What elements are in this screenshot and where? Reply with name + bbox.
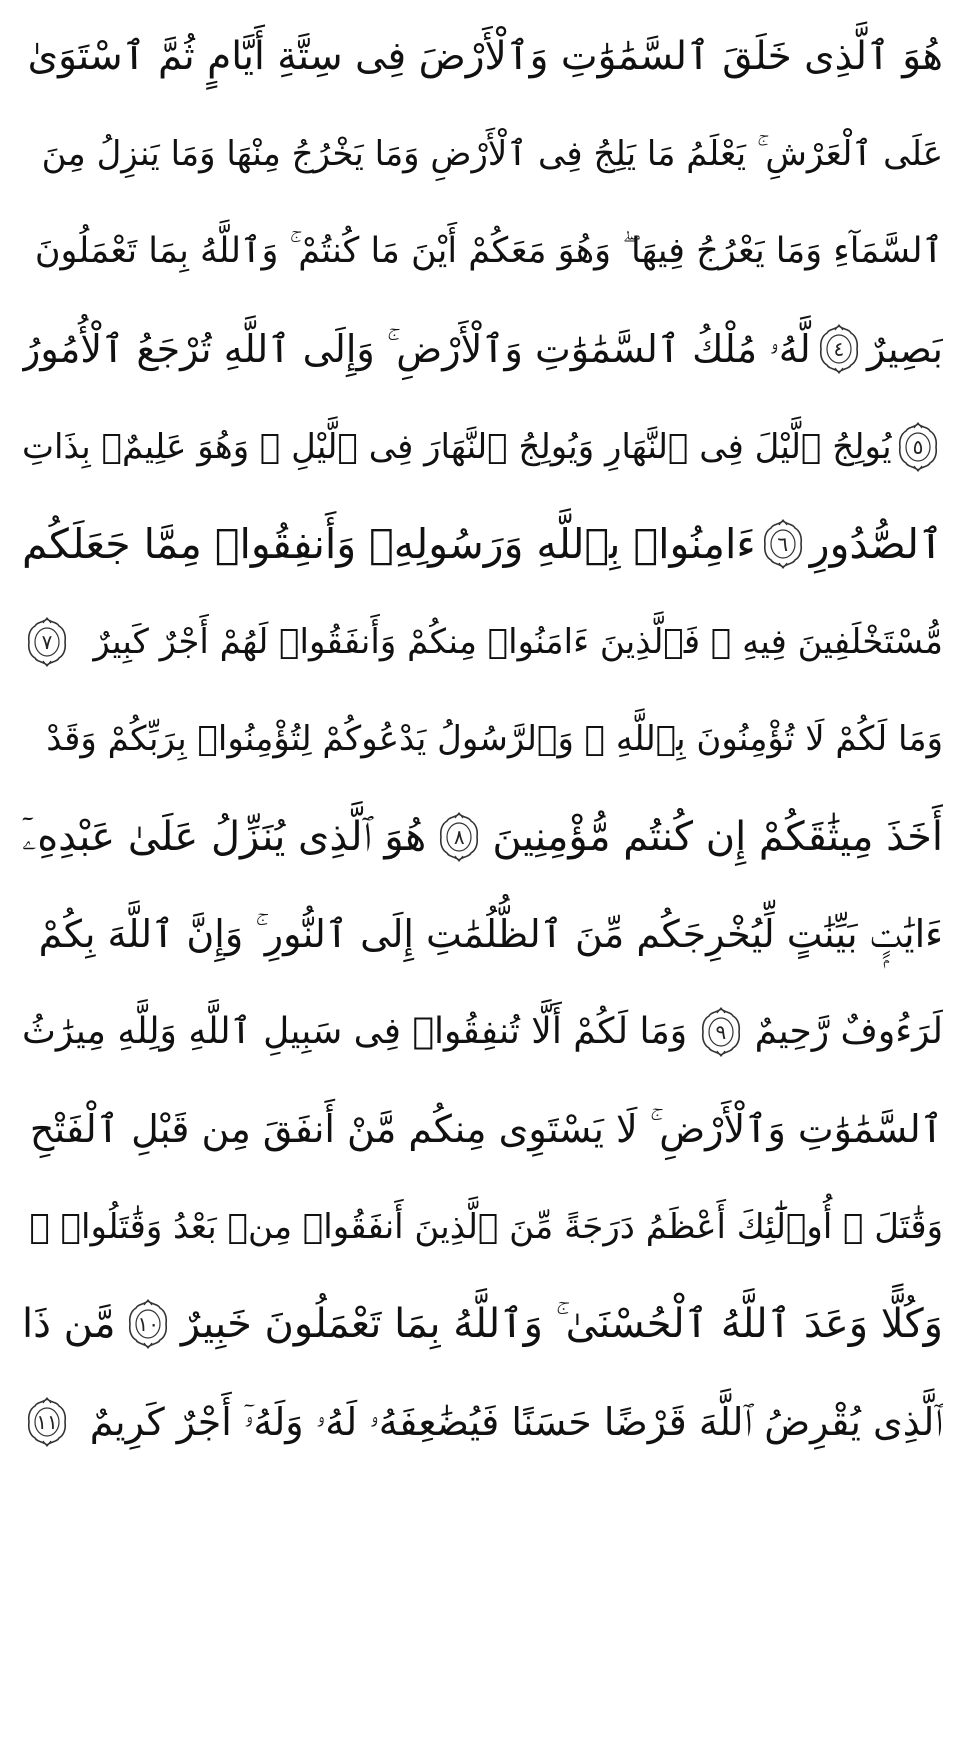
ayah-end-marker-icon [762, 519, 804, 569]
verse-text: ٱلصُّدُورِ [809, 519, 943, 568]
ayah-number: ١١ [36, 1409, 58, 1434]
verse-text: بَصِيرٌ [867, 327, 943, 372]
verse-text: هُوَ ٱلَّذِى خَلَقَ ٱلسَّمَٰوَٰتِ وَٱلْأَرْضَ فِى سِتَّةِ أَيَّامٍ ثُمَّ ٱسْتَوَىٰ [27, 34, 943, 80]
ayah-end-marker-icon [127, 1299, 169, 1349]
ayah-number: ٤ [833, 337, 845, 362]
text-line [22, 496, 943, 594]
text-line [22, 398, 943, 496]
verse-text: ءَايَٰتٍۭ بَيِّنَٰتٍ لِّيُخْرِجَكُم مِّنَ ٱلظُّلُمَٰتِ إِلَى ٱلنُّورِ ۚ وَإِنَّ ٱللَّهَ بِكُمْ [38, 912, 943, 957]
verse-text: أَخَذَ مِيثَٰقَكُمْ إِن كُنتُم مُّؤْمِنِينَ [492, 813, 943, 860]
verse-text: لَّهُۥ مُلْكُ ٱلسَّمَٰوَٰتِ وَٱلْأَرْضِ ۚ وَإِلَى ٱللَّهِ تُرْجَعُ ٱلْأُمُورُ [22, 327, 811, 372]
text-line [22, 1081, 943, 1179]
verse-text: عَلَى ٱلْعَرْشِ ۚ يَعْلَمُ مَا يَلِجُ فِى ٱلْأَرْضِ وَمَا يَخْرُجُ مِنْهَا وَمَا يَنزِلُ مِنَ [41, 134, 943, 175]
ayah-end-marker-icon [700, 1007, 742, 1057]
verse-text: ءَامِنُوا۟ بِٱللَّهِ وَرَسُولِهِۦ وَأَنفِقُوا۟ مِمَّا جَعَلَكُم [22, 519, 756, 568]
text-line [22, 1373, 943, 1471]
text-line [22, 593, 943, 691]
ayah-number: ٩ [715, 1019, 727, 1044]
verse-text: مَّن ذَا [22, 1301, 116, 1348]
ayah-end-marker-icon [818, 324, 860, 374]
text-line [22, 983, 943, 1081]
ayah-number: ١٠ [137, 1312, 159, 1337]
ayah-end-marker-icon [26, 617, 68, 667]
ayah-number: ٦ [777, 532, 789, 557]
ayah-number: ٨ [453, 824, 465, 849]
text-line [22, 8, 943, 106]
ayah-end-marker-icon [438, 812, 480, 862]
verse-text: ٱلَّذِى يُقْرِضُ ٱللَّهَ قَرْضًا حَسَنًا فَيُضَٰعِفَهُۥ لَهُۥ وَلَهُۥٓ أَجْرٌ كَرِيمٌ [89, 1399, 943, 1444]
verse-text: هُوَ ٱلَّذِى يُنَزِّلُ عَلَىٰ عَبْدِهِۦٓ [22, 813, 427, 860]
text-line [22, 886, 943, 984]
text-line [22, 1178, 943, 1276]
text-line [22, 106, 943, 204]
verse-text: مُّسْتَخْلَفِينَ فِيهِ ۖ فَٱلَّذِينَ ءَامَنُوا۟ مِنكُمْ وَأَنفَقُوا۟ لَهُمْ أَجْرٌ كَبِيرٌ [93, 621, 943, 662]
text-line [22, 203, 943, 301]
ayah-number: ٥ [912, 434, 924, 459]
verse-text: ٱلسَّمَآءِ وَمَا يَعْرُجُ فِيهَا ۖ وَهُوَ مَعَكُمْ أَيْنَ مَا كُنتُمْ ۚ وَٱللَّهُ بِمَا تَعْمَلُونَ [34, 231, 943, 272]
ayah-end-marker-icon [897, 422, 939, 472]
text-line [22, 301, 943, 399]
verse-text: وَمَا لَكُمْ لَا تُؤْمِنُونَ بِٱللَّهِ ۙ وَٱلرَّسُولُ يَدْعُوكُمْ لِتُؤْمِنُوا۟ بِرَبِّكُمْ وَقَدْ [46, 719, 943, 760]
verse-text: وَمَا لَكُمْ أَلَّا تُنفِقُوا۟ فِى سَبِيلِ ٱللَّهِ وَلِلَّهِ مِيرَٰثُ [22, 1010, 688, 1052]
verse-text: يُولِجُ ٱلَّيْلَ فِى ٱلنَّهَارِ وَيُولِجُ ٱلنَّهَارَ فِى ٱلَّيْلِ ۚ وَهُوَ عَلِيمٌۢ بِذَاتِ [22, 426, 892, 467]
ayah-end-marker-icon [26, 1397, 68, 1447]
verse-text: لَرَءُوفٌ رَّحِيمٌ [754, 1010, 943, 1052]
verse-text: ٱلسَّمَٰوَٰتِ وَٱلْأَرْضِ ۚ لَا يَسْتَوِى مِنكُم مَّنْ أَنفَقَ مِن قَبْلِ ٱلْفَتْحِ [29, 1107, 943, 1152]
ayah-number: ٧ [41, 629, 53, 654]
text-line [22, 691, 943, 789]
text-line [22, 1276, 943, 1374]
verse-text: وَقَٰتَلَ ۚ أُو۟لَٰٓئِكَ أَعْظَمُ دَرَجَةً مِّنَ ٱلَّذِينَ أَنفَقُوا۟ مِنۢ بَعْدُ وَقَٰتَلُوا۟ ۚ [29, 1206, 943, 1247]
text-line [22, 788, 943, 886]
verse-text: وَكُلًّا وَعَدَ ٱللَّهُ ٱلْحُسْنَىٰ ۚ وَٱللَّهُ بِمَا تَعْمَلُونَ خَبِيرٌ [180, 1301, 943, 1348]
